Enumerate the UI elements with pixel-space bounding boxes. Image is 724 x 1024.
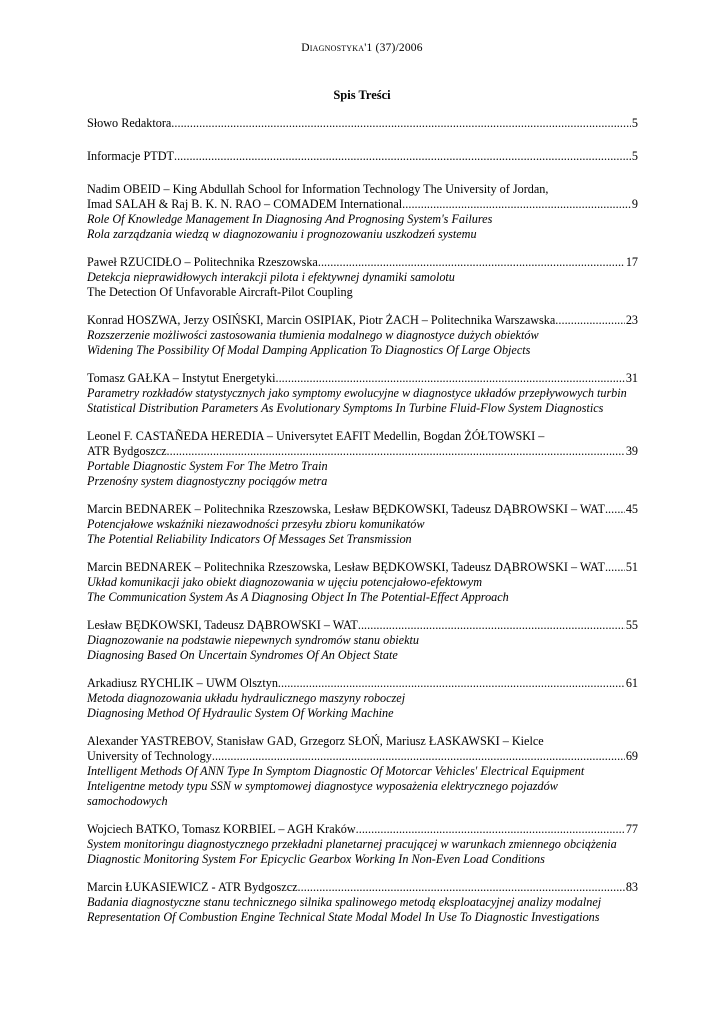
toc-entry[interactable] bbox=[87, 149, 638, 164]
toc-entry-title: Przenośny system diagnostyczny pociągów metra bbox=[87, 474, 328, 488]
toc-entry-line bbox=[87, 313, 638, 328]
toc-entry-lead: Nadim OBEID – King Abdullah School for Information Technology The University of Jordan, bbox=[87, 182, 549, 196]
toc-entry-title: Układ komunikacji jako obiekt diagnozowania w ujęciu potencjałowo-efektowym bbox=[87, 575, 482, 589]
dot-leader bbox=[356, 822, 625, 837]
toc-entry-title: System monitoringu diagnostycznego przekładni planetarnej pracującej w warunkach zmiennego obciążenia bbox=[87, 837, 617, 851]
toc-entry-line bbox=[87, 618, 638, 633]
toc-entry-title: Portable Diagnostic System For The Metro Train bbox=[87, 459, 328, 473]
toc-entry-line bbox=[87, 822, 638, 837]
toc-entry[interactable] bbox=[87, 182, 638, 242]
dot-leader bbox=[605, 502, 625, 517]
toc-page-number: 9 bbox=[631, 197, 638, 211]
toc-page-number: 5 bbox=[631, 149, 638, 163]
toc-page-number: 55 bbox=[625, 618, 638, 632]
toc-entry-title: The Detection Of Unfavorable Aircraft-Pilot Coupling bbox=[87, 285, 353, 299]
toc-entry-authors: University of Technology bbox=[87, 749, 212, 763]
toc-entry[interactable] bbox=[87, 822, 638, 867]
toc-entry-title: The Communication System As A Diagnosing Object In The Potential-Effect Approach bbox=[87, 590, 509, 604]
toc-page-number: 51 bbox=[625, 560, 638, 574]
toc-entry-title: Widening The Possibility Of Modal Damping Application To Diagnostics Of Large Objects bbox=[87, 343, 531, 357]
toc-entry-line bbox=[87, 560, 638, 575]
journal-header: Diagnostyka'1 (37)/2006 bbox=[301, 42, 423, 54]
toc-entry-line bbox=[87, 502, 638, 517]
toc-entry-title: The Potential Reliability Indicators Of Messages Set Transmission bbox=[87, 532, 412, 546]
toc-entry[interactable] bbox=[87, 676, 638, 721]
toc-page-number: 39 bbox=[625, 444, 638, 458]
toc-entry-title: Diagnozowanie na podstawie niepewnych syndromów stanu obiektu bbox=[87, 633, 419, 647]
toc-entry-line bbox=[87, 676, 638, 691]
dot-leader bbox=[278, 676, 625, 691]
toc-entry-line bbox=[87, 255, 638, 270]
toc-entry-line bbox=[87, 149, 638, 164]
toc-page-number: 45 bbox=[625, 502, 638, 516]
toc-entry-authors: Konrad HOSZWA, Jerzy OSIŃSKI, Marcin OSIPIAK, Piotr ŻACH – Politechnika Warszawska bbox=[87, 313, 556, 327]
toc-entry-line bbox=[87, 197, 638, 212]
toc-entry-title: Diagnosing Method Of Hydraulic System Of Working Machine bbox=[87, 706, 394, 720]
toc-page-number: 5 bbox=[631, 116, 638, 130]
toc-entry-authors: Wojciech BATKO, Tomasz KORBIEL – AGH Kraków bbox=[87, 822, 356, 836]
toc-entry-title: Badania diagnostyczne stanu technicznego silnika spalinowego metodą eksploatacyjnej analizy modalnej bbox=[87, 895, 602, 909]
toc-entry-line bbox=[87, 749, 638, 764]
toc-entry[interactable] bbox=[87, 734, 638, 809]
dot-leader bbox=[555, 313, 625, 328]
table-of-contents bbox=[87, 116, 638, 938]
dot-leader bbox=[275, 371, 624, 386]
toc-entry[interactable] bbox=[87, 618, 638, 663]
toc-entry[interactable] bbox=[87, 116, 638, 131]
toc-entry-title: Diagnostic Monitoring System For Epicyclic Gearbox Working In Non-Even Load Conditions bbox=[87, 852, 545, 866]
toc-entry-lead: Alexander YASTREBOV, Stanisław GAD, Grzegorz SŁOŃ, Mariusz ŁASKAWSKI – Kielce bbox=[87, 734, 544, 748]
toc-entry-authors: Słowo Redaktora bbox=[87, 116, 172, 130]
dot-leader bbox=[167, 444, 625, 459]
toc-entry[interactable] bbox=[87, 429, 638, 489]
toc-entry[interactable] bbox=[87, 313, 638, 358]
toc-entry-authors: Marcin BEDNAREK – Politechnika Rzeszowska, Lesław BĘDKOWSKI, Tadeusz DĄBROWSKI – WAT bbox=[87, 560, 605, 574]
toc-entry-title: Rozszerzenie możliwości zastosowania tłumienia modalnego w diagnostyce dużych obiektów bbox=[87, 328, 539, 342]
toc-page-number: 17 bbox=[625, 255, 638, 269]
toc-entry-title: Representation Of Combustion Engine Technical State Modal Model In Use To Diagnostic Investigations bbox=[87, 910, 600, 924]
toc-entry-line bbox=[87, 880, 638, 895]
toc-entry-title: Parametry rozkładów statystycznych jako symptomy ewolucyjne w diagnostyce układów przepływowych turbin bbox=[87, 386, 627, 400]
toc-entry-title: Intelligent Methods Of ANN Type In Symptom Diagnostic Of Motorcar Vehicles' Electrical Equipment bbox=[87, 764, 585, 778]
dot-leader bbox=[171, 116, 631, 131]
toc-page-number: 69 bbox=[625, 749, 638, 763]
page-title: Spis Treści bbox=[333, 88, 391, 102]
toc-entry-authors: Paweł RZUCIDŁO – Politechnika Rzeszowska bbox=[87, 255, 318, 269]
toc-entry-title: Potencjałowe wskaźniki niezawodności przesyłu zbioru komunikatów bbox=[87, 517, 425, 531]
dot-leader bbox=[298, 880, 625, 895]
toc-entry-line bbox=[87, 444, 638, 459]
dot-leader bbox=[212, 749, 625, 764]
toc-entry[interactable] bbox=[87, 502, 638, 547]
toc-page-number: 61 bbox=[625, 676, 638, 690]
toc-entry-authors: Imad SALAH & Raj B. K. N. RAO – COMADEM International bbox=[87, 197, 403, 211]
toc-entry-title: Detekcja nieprawidłowych interakcji pilota i efektywnej dynamiki samolotu bbox=[87, 270, 455, 284]
toc-entry-title: Diagnosing Based On Uncertain Syndromes Of An Object State bbox=[87, 648, 398, 662]
dot-leader bbox=[402, 197, 631, 212]
toc-page-number: 31 bbox=[625, 371, 638, 385]
toc-page-number: 23 bbox=[625, 313, 638, 327]
toc-entry[interactable] bbox=[87, 255, 638, 300]
dot-leader bbox=[174, 149, 631, 164]
dot-leader bbox=[318, 255, 625, 270]
toc-entry-authors: ATR Bydgoszcz bbox=[87, 444, 167, 458]
toc-entry-title: Metoda diagnozowania układu hydraulicznego maszyny roboczej bbox=[87, 691, 406, 705]
toc-entry-title: Inteligentne metody typu SSN w symptomowej diagnostyce wyposażenia elektrycznego pojazdów samochodowych bbox=[87, 779, 558, 808]
toc-page-number: 83 bbox=[625, 880, 638, 894]
toc-entry-authors: Lesław BĘDKOWSKI, Tadeusz DĄBROWSKI – WAT bbox=[87, 618, 358, 632]
toc-entry-line bbox=[87, 116, 638, 131]
dot-leader bbox=[605, 560, 625, 575]
toc-entry-authors: Arkadiusz RYCHLIK – UWM Olsztyn bbox=[87, 676, 278, 690]
toc-entry-title: Role Of Knowledge Management In Diagnosing And Prognosing System's Failures bbox=[87, 212, 493, 226]
toc-entry[interactable] bbox=[87, 880, 638, 925]
toc-entry-line bbox=[87, 371, 638, 386]
toc-entry-title: Rola zarządzania wiedzą w diagnozowaniu i prognozowaniu uszkodzeń systemu bbox=[87, 227, 477, 241]
toc-entry-title: Statistical Distribution Parameters As Evolutionary Symptoms In Turbine Fluid-Flow System Diagnostics bbox=[87, 401, 604, 415]
toc-entry-authors: Marcin ŁUKASIEWICZ - ATR Bydgoszcz bbox=[87, 880, 298, 894]
toc-entry-authors: Tomasz GAŁKA – Instytut Energetyki bbox=[87, 371, 276, 385]
dot-leader bbox=[358, 618, 625, 633]
toc-entry[interactable] bbox=[87, 560, 638, 605]
toc-entry-authors: Informacje PTDT bbox=[87, 149, 174, 163]
toc-entry[interactable] bbox=[87, 371, 638, 416]
toc-page-number: 77 bbox=[625, 822, 638, 836]
toc-entry-lead: Leonel F. CASTAÑEDA HEREDIA – Universytet EAFIT Medellin, Bogdan ŻÓŁTOWSKI – bbox=[87, 429, 545, 443]
toc-entry-authors: Marcin BEDNAREK – Politechnika Rzeszowska, Lesław BĘDKOWSKI, Tadeusz DĄBROWSKI – WAT bbox=[87, 502, 605, 516]
